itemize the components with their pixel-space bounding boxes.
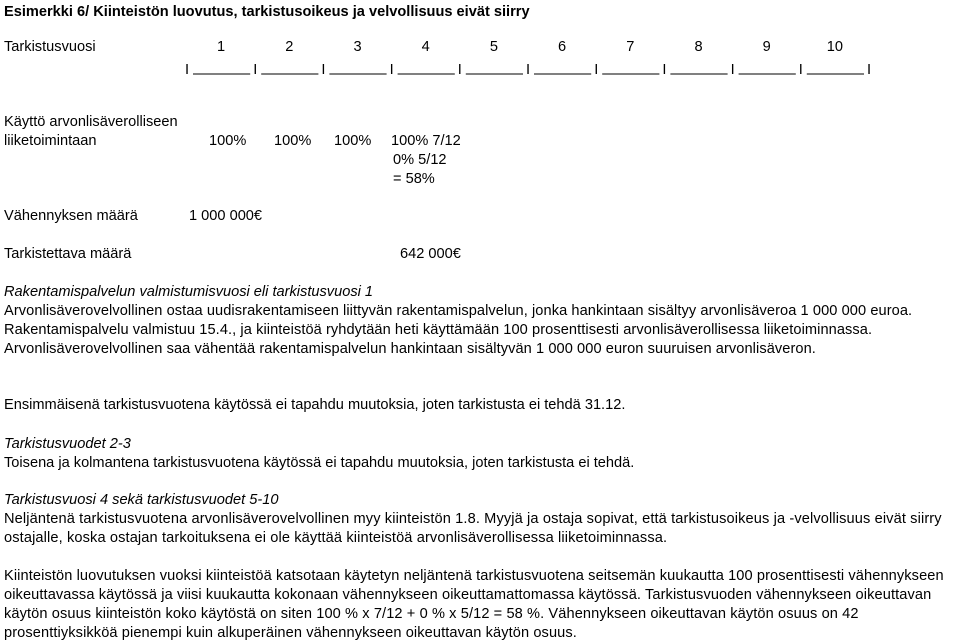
deduction-value: 1 000 000€ (189, 208, 263, 224)
year-label-2: 2 (285, 39, 294, 55)
year-label-3: 3 (353, 39, 362, 55)
usage-value-year4: 100% 7/12 (391, 133, 461, 149)
timeline-label: Tarkistusvuosi (4, 39, 96, 55)
section1-text: Arvonlisäverovelvollinen ostaa uudisrakentamiseen liittyvän rakentamispalvelun, jonka hankintaan sisältyy arvonlisäveroa 1 000 000 euroa. Rakentamispalvelu valmistuu 15.4., ja kiinteistöä ryhdytään heti käyttämään 100 prosenttisesti arvonlisäverollisessa liiketoiminnassa. Arvonlisäverovelvollinen saa vähentää rakentamispalvelun hankintaan sisältyvän 1 000 000 euron suuruisen arvonlisäveron. (4, 303, 913, 357)
year-label-6: 6 (558, 39, 567, 55)
usage-label-line2: liiketoimintaan (4, 133, 97, 149)
timeline-axis (0, 0, 960, 90)
usage-label-line1: Käyttö arvonlisäverolliseen (4, 114, 178, 130)
timeline-divider: I (253, 62, 258, 78)
review-value: 642 000€ (400, 246, 461, 262)
timeline-divider: I (526, 62, 531, 78)
year-label-5: 5 (489, 39, 498, 55)
page-title: Esimerkki 6/ Kiinteistön luovutus, tarkistusoikeus ja velvollisuus eivät siirry (4, 4, 530, 20)
usage-value-year1: 100% (209, 133, 247, 149)
year-label-9: 9 (762, 39, 771, 55)
timeline-divider: I (730, 62, 735, 78)
usage-value-year3: 100% (334, 133, 372, 149)
timeline-divider: I (662, 62, 667, 78)
timeline-divider: I (457, 62, 462, 78)
year-label-7: 7 (626, 39, 635, 55)
usage-extra-line1: 0% 5/12 (393, 152, 447, 168)
usage-extra-line2: = 58% (393, 171, 435, 187)
section3-heading: Tarkistusvuosi 4 sekä tarkistusvuodet 5-10 (4, 492, 279, 508)
timeline-divider: I (594, 62, 599, 78)
timeline-divider: I (798, 62, 803, 78)
usage-value-year2: 100% (274, 133, 312, 149)
timeline-divider: I (867, 62, 872, 78)
final-paragraph: Kiinteistön luovutuksen vuoksi kiinteistöä katsotaan käytetyn neljäntenä tarkistusvuotena seitsemän kuukautta 100 prosenttisesti vähennykseen oikeuttavassa käytössä ja viisi kuukautta kokonaan vähennykseen oikeuttamattomassa käytössä. Tarkistusvuoden vähennykseen oikeuttavan käytön osuus kiinteistön koko käytöstä on siten 100 % x 7/12 + 0 % x 5/12 = 58 %. Vähennykseen oikeuttavan käytön osuus on 42 prosenttiyksikköä pienempi kuin alkuperäinen vähennykseen oikeuttavan käytön osuus. (4, 568, 944, 641)
year-label-8: 8 (694, 39, 703, 55)
year-label-4: 4 (421, 39, 430, 55)
section2-heading: Tarkistusvuodet 2-3 (4, 436, 131, 452)
timeline-divider: I (389, 62, 394, 78)
year-label-1: 1 (217, 39, 226, 55)
review-label: Tarkistettava määrä (4, 246, 132, 262)
first-year-paragraph: Ensimmäisenä tarkistusvuotena käytössä ei tapahdu muutoksia, joten tarkistusta ei tehdä 31.12. (4, 397, 626, 413)
section1-heading: Rakentamispalvelun valmistumisvuosi eli tarkistusvuosi 1 (4, 284, 374, 300)
year-label-10: 10 (826, 39, 843, 55)
timeline-divider: I (185, 62, 190, 78)
section3-text: Neljäntenä tarkistusvuotena arvonlisäverovelvollinen myy kiinteistön 1.8. Myyjä ja ostaja sopivat, että tarkistusoikeus ja -velvollisuus eivät siirry ostajalle, koska ostajan tarkoituksena ei ole käyttää kiinteistöä arvonlisäverollisessa liiketoiminnassa. (4, 511, 942, 546)
section2-text: Toisena ja kolmantena tarkistusvuotena käytössä ei tapahdu muutoksia, joten tarkistusta ei tehdä. (4, 455, 635, 471)
deduction-label: Vähennyksen määrä (4, 208, 138, 224)
timeline-divider: I (321, 62, 326, 78)
